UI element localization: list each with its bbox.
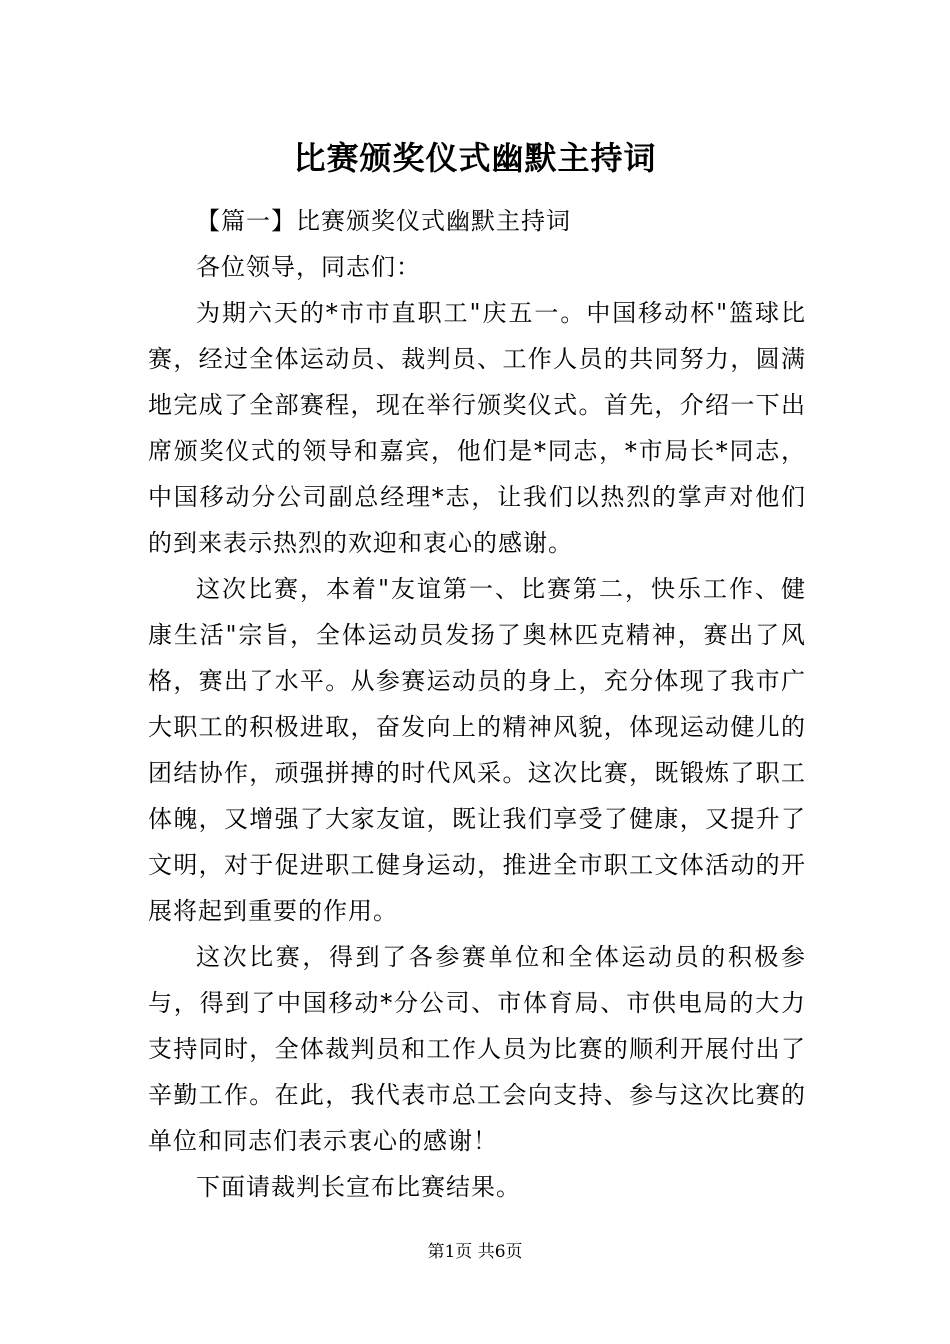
salutation: 各位领导，同志们：: [196, 253, 421, 281]
document-body: [148, 198, 806, 1210]
page-number-footer: 第1页 共6页: [427, 1242, 523, 1262]
paragraph-opening: 为期六天的*市市直职工"庆五一。中国移动杯"篮球比赛，经过全体运动员、裁判员、工作人员的共同努力，圆满地完成了全部赛程，现在举行颁奖仪式。首先，介绍一下出席颁奖仪式的领导和嘉宾，他们是*同志，*市局长*同志，中国移动分公司副总经理*志，让我们以热烈的掌声对他们的到来表示热烈的欢迎和衷心的感谢。: [148, 299, 806, 557]
document-title: 比赛颁奖仪式幽默主持词: [293, 139, 657, 177]
section-heading: 【篇一】比赛颁奖仪式幽默主持词: [196, 207, 571, 235]
paragraph-thanks: 这次比赛，得到了各参赛单位和全体运动员的积极参与，得到了中国移动*分公司、市体育局、市供电局的大力支持同时，全体裁判员和工作人员为比赛的顺利开展付出了辛勤工作。在此，我代表市总工会向支持、参与这次比赛的单位和同志们表示衷心的感谢！: [148, 943, 806, 1155]
paragraph-purpose: 这次比赛，本着"友谊第一、比赛第二，快乐工作、健康生活"宗旨，全体运动员发扬了奥林匹克精神，赛出了风格，赛出了水平。从参赛运动员的身上，充分体现了我市广大职工的积极进取，奋发向上的精神风貌，体现运动健儿的团结协作，顽强拼搏的时代风采。这次比赛，既锻炼了职工体魄，又增强了大家友谊，既让我们享受了健康，又提升了文明，对于促进职工健身运动，推进全市职工文体活动的开展将起到重要的作用。: [148, 575, 806, 925]
paragraph-results: 下面请裁判长宣布比赛结果。: [196, 1173, 521, 1201]
